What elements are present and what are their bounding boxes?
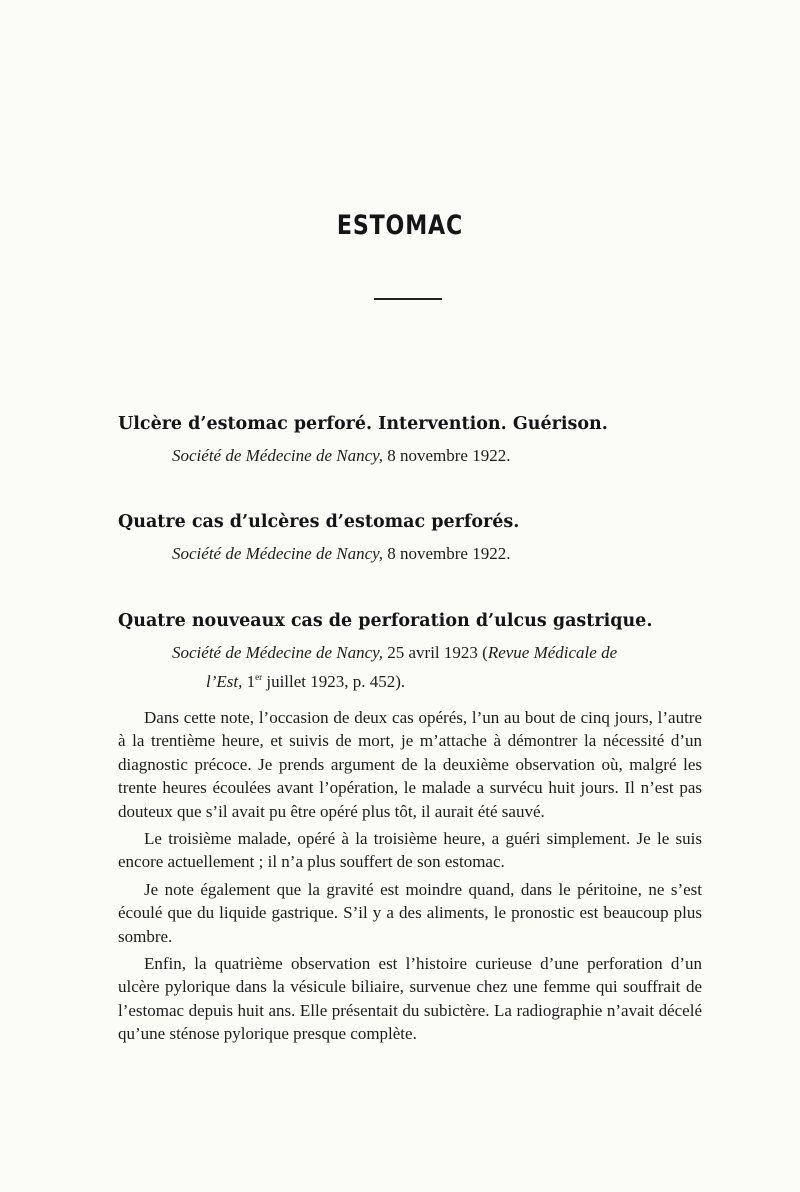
entry-2: [118, 510, 703, 566]
reference-day: 1: [242, 672, 256, 691]
reference-society: Société de Médecine de Nancy,: [172, 544, 383, 563]
reference-journal: Revue Médicale de: [487, 643, 618, 662]
reference-date: 25 avril 1923 (: [382, 643, 488, 662]
entry-reference: [118, 542, 703, 566]
reference-rest: juillet 1923, p. 452).: [262, 672, 406, 691]
page-title: ESTOMAC: [336, 210, 464, 241]
entry-heading: Quatre cas d’ulcères d’estomac perforés.: [118, 512, 520, 532]
reference-society: Société de Médecine de Nancy,: [172, 643, 383, 662]
entry-3: [118, 609, 703, 694]
paragraph: Enfin, la quatrième observation est l’histoire curieuse d’une perforation d’un ulcère pylorique dans la vésicule biliaire, survenue chez une femme qui souffrait de l’estomac depuis huit ans. Elle présentait du subictère. La radiographie n’avait décelé qu’une sténose pylorique presque complète.: [118, 954, 702, 1044]
entry-reference: [118, 444, 703, 468]
reference-superscript: er: [255, 672, 263, 682]
entry-1: [118, 412, 703, 468]
reference-date: 8 novembre 1922.: [382, 446, 511, 465]
reference-society: Société de Médecine de Nancy,: [172, 446, 383, 465]
body-text: [118, 706, 702, 1050]
title-divider: [374, 298, 442, 300]
reference-continuation: [172, 665, 703, 694]
entry-reference: [118, 641, 703, 694]
entry-heading: Ulcère d’estomac perforé. Intervention. Guérison.: [118, 414, 608, 434]
paragraph: Le troisième malade, opéré à la troisième heure, a guéri simplement. Je le suis encore actuellement ; il n’a plus souffert de son estomac.: [118, 829, 702, 872]
paragraph: Je note également que la gravité est moindre quand, dans le péritoine, ne s’est écoulé que du liquide gastrique. S’il y a des aliments, le pronostic est beaucoup plus sombre.: [118, 879, 702, 946]
paragraph: Dans cette note, l’occasion de deux cas opérés, l’un au bout de cinq jours, l’autre à la trentième heure, et suivis de mort, je m’attache à démontrer la nécessité d’un diagnostic précoce. Je prends argument de la deuxième observation où, malgré les trente heures écoulées avant l’opération, le malade a survécu huit jours. Il n’est pas douteux que s’il avait pu être opéré plus tôt, il aurait été sauvé.: [118, 708, 702, 821]
entry-heading: Quatre nouveaux cas de perforation d’ulcus gastrique.: [118, 611, 653, 631]
reference-journal-cont: l’Est,: [206, 672, 243, 691]
reference-date: 8 novembre 1922.: [382, 544, 511, 563]
